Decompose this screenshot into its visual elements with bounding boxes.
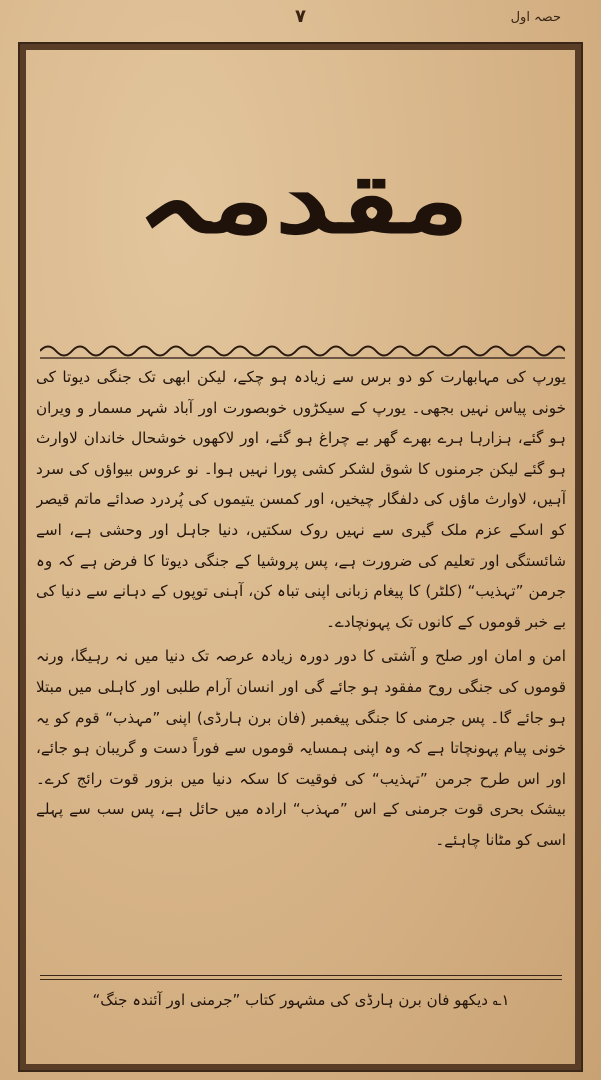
footnote-rule-inner <box>40 979 562 980</box>
paragraph-1: یورپ کی مہابھارت کو دو برس سے زیادہ ہو چکے، لیکن ابھی تک جنگی دیوتا کی خونی پیاس نہیں بجھی۔ یورپ کے سیکڑوں خوبصورت اور آباد شہر مسمار و ویران ہو گئے، ہزارہا ہرے بھرے گھر بے چراغ ہو گئے، اور لاکھوں خوشحال خاندان لاوارث ہو گئے لیکن جرمنوں کا شوق لشکر کشی پورا نہیں ہوا۔ نو عروس بیواؤں کی سرد آہیں، لاوارث ماؤں کی دلفگار چیخیں، اور کمسن یتیموں کی پُردرد صدائے ماتم قیصر کو اسکے عزم ملک گیری سے نہیں روک سکتیں، دنیا جاہل اور وحشی ہے، اسے شائستگی اور تعلیم کی ضرورت ہے، پس پروشیا کے جنگی دیوتا کا فرض ہے کہ وہ جرمن ”تہذیب“ (کلٹر) کا پیغام زبانی اپنی تباہ کن، آہنی توپوں کے دہانے سے دنیا کی بے خبر قوموں کے کانوں تک پہونچادے۔ <box>36 368 566 631</box>
footnote: ۱؎ دیکھو فان برن ہارڈی کی مشہور کتاب ”جرمنی اور آئندہ جنگ“ <box>92 991 510 1009</box>
page-title: مقدمہ <box>135 146 470 254</box>
page-number: ۷ <box>295 6 306 27</box>
footnote-rule <box>40 975 562 976</box>
paragraph-2: امن و امان اور صلح و آشتی کا دور دورہ زیادہ عرصہ تک دنیا میں نہ رہیگا، ورنہ قوموں کی جنگی روح مفقود ہو جائے گی اور انسان آرام طلبی اور کاہلی میں مبتلا ہو جائے گا۔ پس جرمنی کا جنگی پیغمبر (فان برن ہارڈی) اپنی ”مہذب“ قوم کو یہ خونی پیام پہونچاتا ہے کہ وہ اپنی ہمسایہ قوموں سے فوراً دست و گریبان ہو جائے، اور اس طرح جرمن ”تہذیب“ کی فوقیت کا سکہ دنیا میں بزور قوت رائج کرے۔ بیشک بحری قوت جرمنی کے اس ”مہذب“ ارادہ میں حائل ہے، پس سب سے پہلے اسی کو مٹانا چاہئے۔ <box>36 647 566 849</box>
title-area <box>40 90 565 310</box>
part-label: حصہ اول <box>510 10 561 25</box>
body-text <box>36 362 566 962</box>
ornament-divider <box>40 340 565 362</box>
